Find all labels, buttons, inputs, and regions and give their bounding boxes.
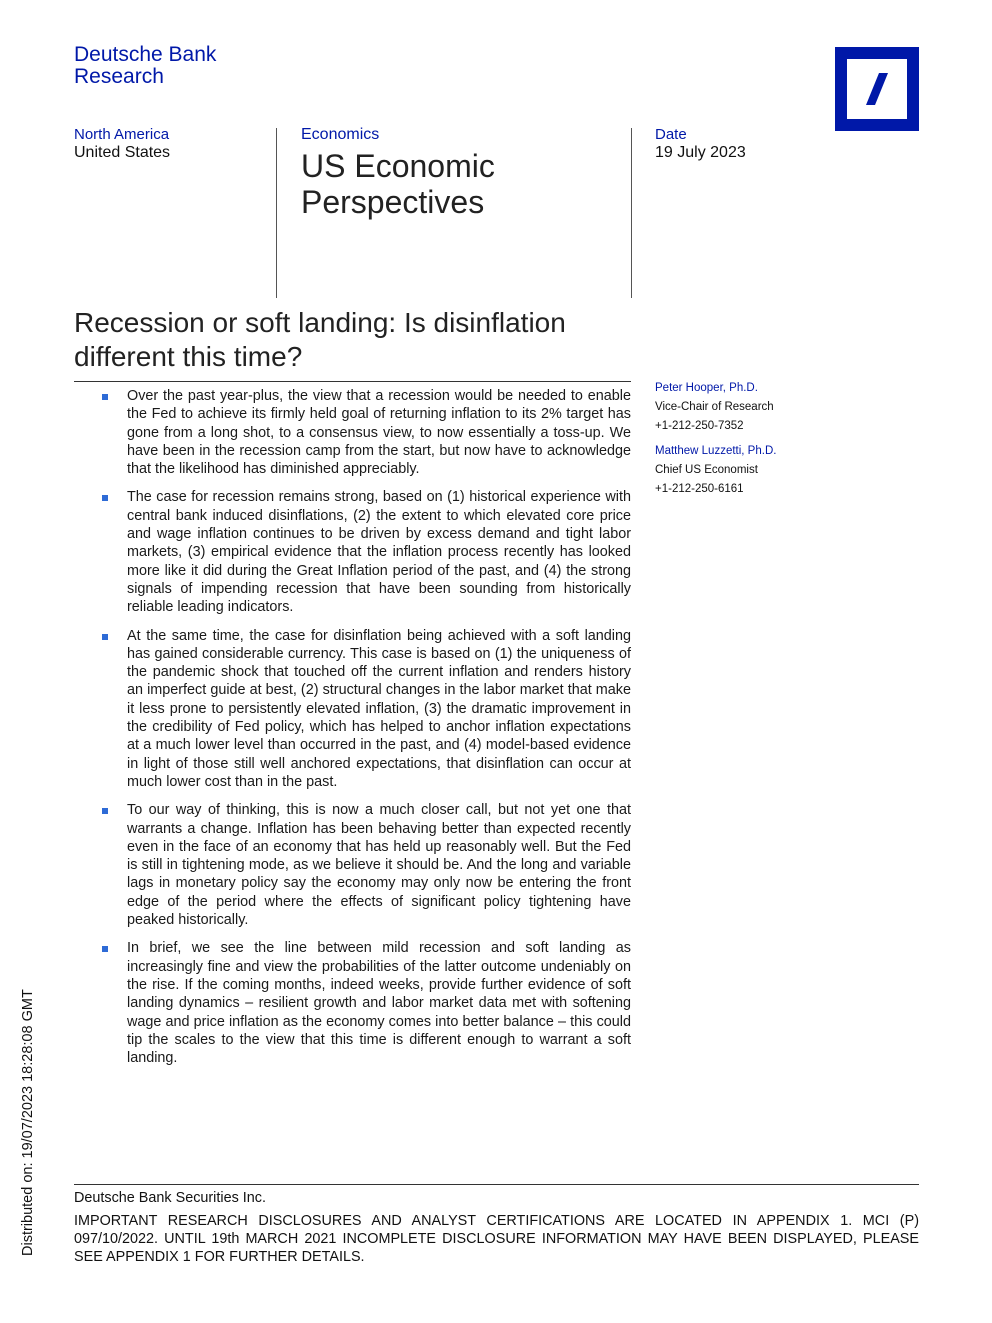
footer-rule <box>74 1184 919 1185</box>
bullet-text: The case for recession remains strong, based on (1) historical experience with central bank induced disinflations, (2) the extent to which elevated core price and wage inflation continues to be driven by excess demand and tight labor markets, (3) empirical evidence that the inflation process recently has looked more like it did during the Great Inflation period of the past, and (4) the strong signals of impending recession that have been sounding from historically reliable leading indicators. <box>127 489 631 616</box>
brand-name <box>74 44 216 88</box>
bullet-text: At the same time, the case for disinflation being achieved with a soft landing has gained considerable currency. This case is based on (1) the uniqueness of the pandemic shock that touched off the current inflation and renders history an imperfect guide at best, (2) structural changes in the labor market that make it less prone to persistently elevated inflation, (3) the dramatic improvement in the credibility of Fed policy, which has helped to anchor inflation expectations at a much lower level than occurred in the past, and (4) model-based evidence in light of those still well anchored expectations, that disinflation can occur at much lower cost than in the past. <box>127 627 631 790</box>
region-block <box>74 126 264 162</box>
region-value: United States <box>74 144 171 161</box>
authors-block <box>655 379 855 499</box>
brand-line-1: Deutsche Bank <box>74 43 217 66</box>
footer-disclosure: IMPORTANT RESEARCH DISCLOSURES AND ANALYST CERTIFICATIONS ARE LOCATED IN APPENDIX 1. MCI (P) 097/10/2022. UNTIL 19th MARCH 2021 INCOMPLETE DISCLOSURE INFORMATION MAY HAVE BEEN DISPLAYED, PLEASE SEE APPENDIX 1 FOR FURTHER DETAILS. <box>74 1213 919 1265</box>
list-item <box>100 387 631 478</box>
region-label: North America <box>74 126 170 143</box>
date-value: 19 July 2023 <box>655 144 746 161</box>
divider-left <box>276 128 277 298</box>
author <box>655 379 855 436</box>
series-title-line-1: US Economic <box>301 148 495 184</box>
list-item <box>100 488 631 616</box>
author-title: Vice-Chair of Research <box>655 401 774 413</box>
bullet-square-icon <box>102 808 108 814</box>
series-title-line-2: Perspectives <box>301 184 485 220</box>
bullet-square-icon <box>102 394 108 400</box>
headline-rule <box>74 381 631 382</box>
author-name[interactable]: Peter Hooper, Ph.D. <box>655 382 758 394</box>
series-title <box>301 148 621 220</box>
footer-company: Deutsche Bank Securities Inc. <box>74 1190 266 1206</box>
date-block <box>655 126 855 162</box>
section-label: Economics <box>301 126 380 143</box>
key-points-list <box>100 387 631 1077</box>
report-headline <box>74 306 634 374</box>
author-name[interactable]: Matthew Luzzetti, Ph.D. <box>655 445 777 457</box>
list-item <box>100 939 631 1067</box>
section-block <box>301 126 621 220</box>
author-phone: +1-212-250-6161 <box>655 483 744 495</box>
headline-line-2: different this time? <box>74 341 303 372</box>
list-item <box>100 627 631 792</box>
bullet-square-icon <box>102 634 108 640</box>
headline-line-1: Recession or soft landing: Is disinflation <box>74 307 566 338</box>
logo-slash-icon <box>847 59 907 119</box>
date-label: Date <box>655 126 687 143</box>
bullet-text: In brief, we see the line between mild recession and soft landing as increasingly fine and view the probabilities of the latter outcome undeniably on the rise. If the coming months, indeed weeks, provide further evidence of soft landing dynamics – resilient growth and labor market data met with softening wage and price inflation as the economy comes into better balance – this could tip the scales to the view that this time is different enough to warrant a soft landing. <box>127 940 631 1067</box>
brand-line-2: Research <box>74 65 164 88</box>
author <box>655 442 855 499</box>
list-item <box>100 801 631 929</box>
divider-right <box>631 128 632 298</box>
bullet-square-icon <box>102 495 108 501</box>
distribution-stamp: Distributed on: 19/07/2023 18:28:08 GMT <box>20 989 36 1256</box>
author-phone: +1-212-250-7352 <box>655 420 744 432</box>
bullet-text: Over the past year-plus, the view that a recession would be needed to enable the Fed to achieve its firmly held goal of returning inflation to its 2% target has gone from a long shot, to a consensus view, to now essentially a toss-up. We have been in the recession camp from the start, but now have to acknowledge that the likelihood has diminished appreciably. <box>127 388 631 478</box>
bullet-square-icon <box>102 946 108 952</box>
deutsche-bank-logo <box>835 47 919 131</box>
author-title: Chief US Economist <box>655 464 758 476</box>
bullet-text: To our way of thinking, this is now a much closer call, but not yet one that warrants a change. Inflation has been behaving better than expected recently even in the face of an economy that has held up reasonably well. But the Fed is still in tightening mode, as we believe it should be. And the long and variable lags in monetary policy say the economy may only now be entering the front edge of the period where the effects of significant policy tightening have peaked historically. <box>127 802 631 929</box>
